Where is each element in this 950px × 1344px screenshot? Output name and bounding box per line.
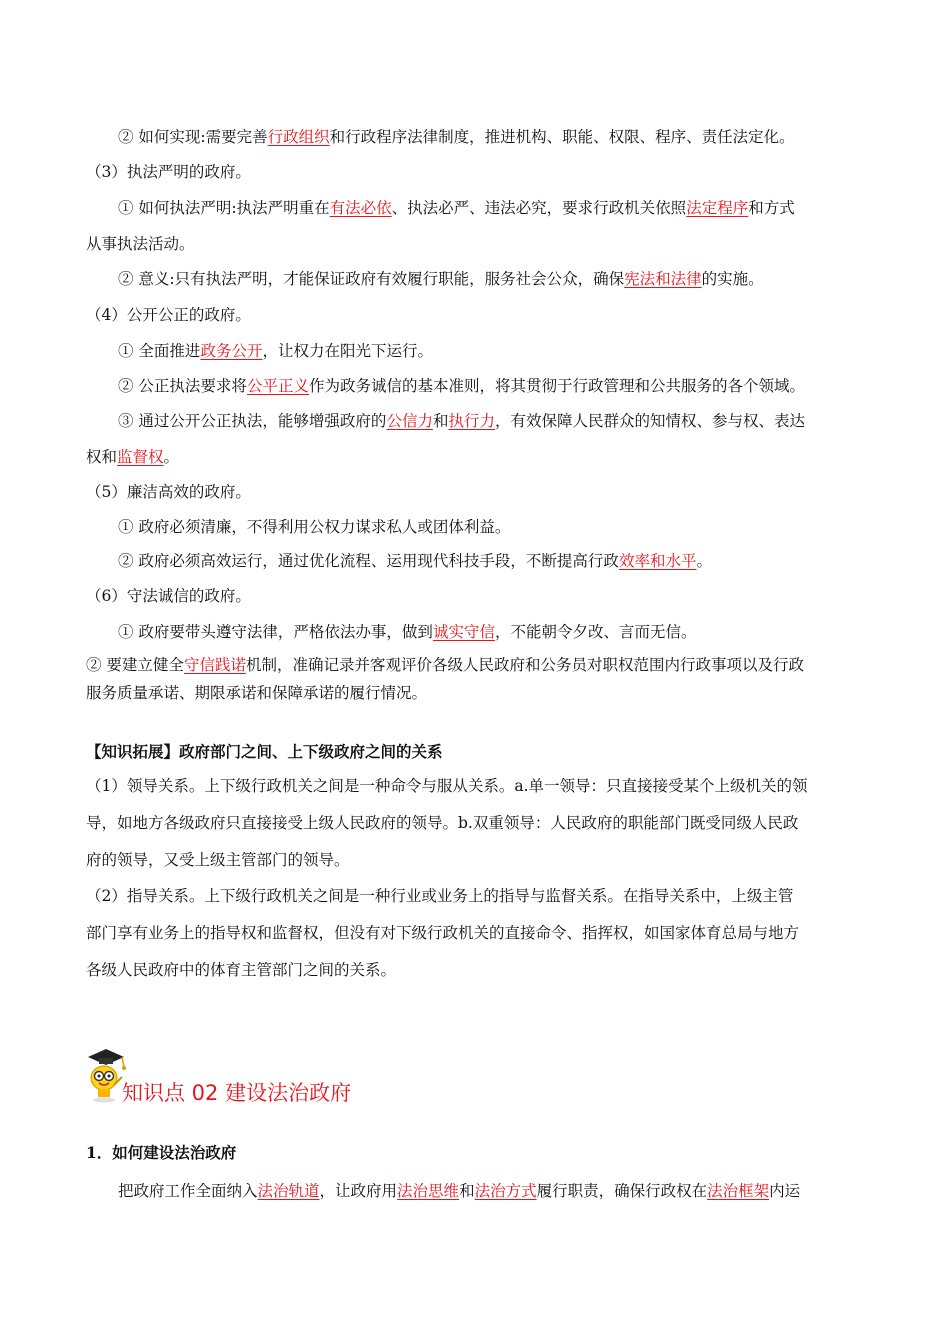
extension-title: 【知识拓展】政府部门之间、上下级政府之间的关系 [86, 742, 443, 761]
body [98, 1089, 110, 1097]
text: 。 [163, 448, 180, 466]
extension-p1-line: （1）领导关系。上下级行政机关之间是一种命令与服从关系。a.单一领导：只直接接受某个上级机关的领 [86, 777, 808, 795]
keyword: 法定程序 [686, 199, 749, 217]
keyword: 公信力 [386, 412, 433, 430]
extension-p2-line: （2）指导关系。上下级行政机关之间是一种行业或业务上的指导与监督关系。在指导关系中，上级主管 [86, 887, 794, 905]
text: ，有效保障人民群众的知情权、参与权、表达 [494, 412, 805, 430]
extension-p1-line: 导，如地方各级政府只直接接受上级人民政府的领导。b.双重领导：人民政府的职能部门既受同级人民政 [86, 814, 799, 832]
item-heading-6: （6）守法诚信的政府。 [86, 587, 251, 605]
keyword: 法治框架 [707, 1182, 770, 1200]
line-rule-of-law [118, 1180, 800, 1202]
text: ，让权力在阳光下运行。 [262, 342, 433, 360]
line-law-abiding [118, 621, 696, 643]
extension-p1-line: 府的领导，又受上级主管部门的领导。 [86, 851, 350, 869]
text: 把政府工作全面纳入 [118, 1182, 258, 1200]
text: 作为政务诚信的基本准则，将其贯彻于行政管理和公共服务的各个领域。 [308, 377, 805, 395]
text: 履行职责，确保行政权在 [536, 1182, 708, 1200]
line-promise-mechanism [86, 654, 804, 676]
text: 和行政程序法律制度，推进机构、职能、权限、程序、责任法定化。 [329, 128, 795, 146]
keyword: 监督权 [117, 448, 164, 466]
line-fair-justice [118, 375, 805, 397]
keyword: 效率和水平 [618, 552, 697, 570]
sub-title: 1．如何建设法治政府 [86, 1143, 237, 1162]
text: 。 [696, 552, 712, 570]
keyword: 有法必依 [329, 199, 392, 217]
keyword: 法治思维 [397, 1182, 460, 1200]
keyword: 行政组织 [267, 128, 330, 146]
line-continuation: 服务质量承诺、期限承诺和保障承诺的履行情况。 [86, 684, 428, 702]
text: ② 如何实现:需要完善 [118, 128, 268, 146]
text: ① 政府要带头遵守法律，严格依法办事，做到 [118, 623, 433, 641]
extension-p2-line: 各级人民政府中的体育主管部门之间的关系。 [86, 961, 397, 979]
eye-left [98, 1075, 101, 1078]
text: ① 如何执法严明:执法严明重在 [118, 199, 330, 217]
text: ，不能朝令夕改、言而无信。 [494, 623, 697, 641]
text: ② 要建立健全 [86, 656, 184, 674]
line-open-affairs [118, 340, 433, 362]
keyword: 执行力 [448, 412, 495, 430]
tassel-end [122, 1066, 126, 1070]
text: 和方式 [748, 199, 795, 217]
line-credibility [118, 410, 805, 432]
text: ① 全面推进 [118, 342, 201, 360]
item-heading-4: （4）公开公正的政府。 [86, 306, 251, 324]
keyword: 政务公开 [200, 342, 263, 360]
text: ② 政府必须高效运行，通过优化流程、运用现代科技手段，不断提高行政 [118, 552, 619, 570]
text: 的实施。 [701, 270, 764, 288]
text: ③ 通过公开公正执法，能够增强政府的 [118, 412, 387, 430]
line-significance [118, 268, 764, 290]
text: 权和 [86, 448, 118, 466]
extension-p2-line: 部门享有业务上的指导权和监督权，但没有对下级行政机关的直接命令、指挥权，如国家体育总局与地方 [86, 924, 800, 942]
eye-right [108, 1075, 111, 1078]
text: 和 [432, 412, 449, 430]
keyword: 守信践诺 [183, 656, 246, 674]
text: ，让政府用 [319, 1182, 398, 1200]
keyword: 公平正义 [246, 377, 309, 395]
text: ② 公正执法要求将 [118, 377, 247, 395]
line-strict-enforcement [118, 197, 795, 219]
keyword: 法治轨道 [257, 1182, 320, 1200]
keyword: 诚实守信 [432, 623, 495, 641]
text: ② 意义:只有执法严明，才能保证政府有效履行职能，服务社会公众，确保 [118, 270, 625, 288]
line-continuation: 从事执法活动。 [86, 235, 195, 253]
text: 内运 [769, 1182, 801, 1200]
line-clean: ① 政府必须清廉，不得利用公权力谋求私人或团体利益。 [118, 518, 511, 536]
text: 机制，准确记录并客观评价各级人民政府和公务员对职权范围内行政事项以及行政 [245, 656, 804, 674]
text: 和 [459, 1182, 475, 1200]
item-heading-3: （3）执法严明的政府。 [86, 163, 251, 181]
keyword: 法治方式 [474, 1182, 537, 1200]
cap-tassel [122, 1057, 124, 1067]
line-continuation [86, 446, 179, 468]
shadow [93, 1098, 115, 1103]
line-how-to-realize [118, 126, 795, 148]
item-heading-5: （5）廉洁高效的政府。 [86, 483, 251, 501]
section-title: 知识点 02 建设法治政府 [122, 1081, 352, 1105]
text: 、执法必严、违法必究，要求行政机关依照 [391, 199, 687, 217]
line-efficient [118, 550, 712, 572]
keyword: 宪法和法律 [624, 270, 702, 288]
cap-base [99, 1058, 113, 1064]
